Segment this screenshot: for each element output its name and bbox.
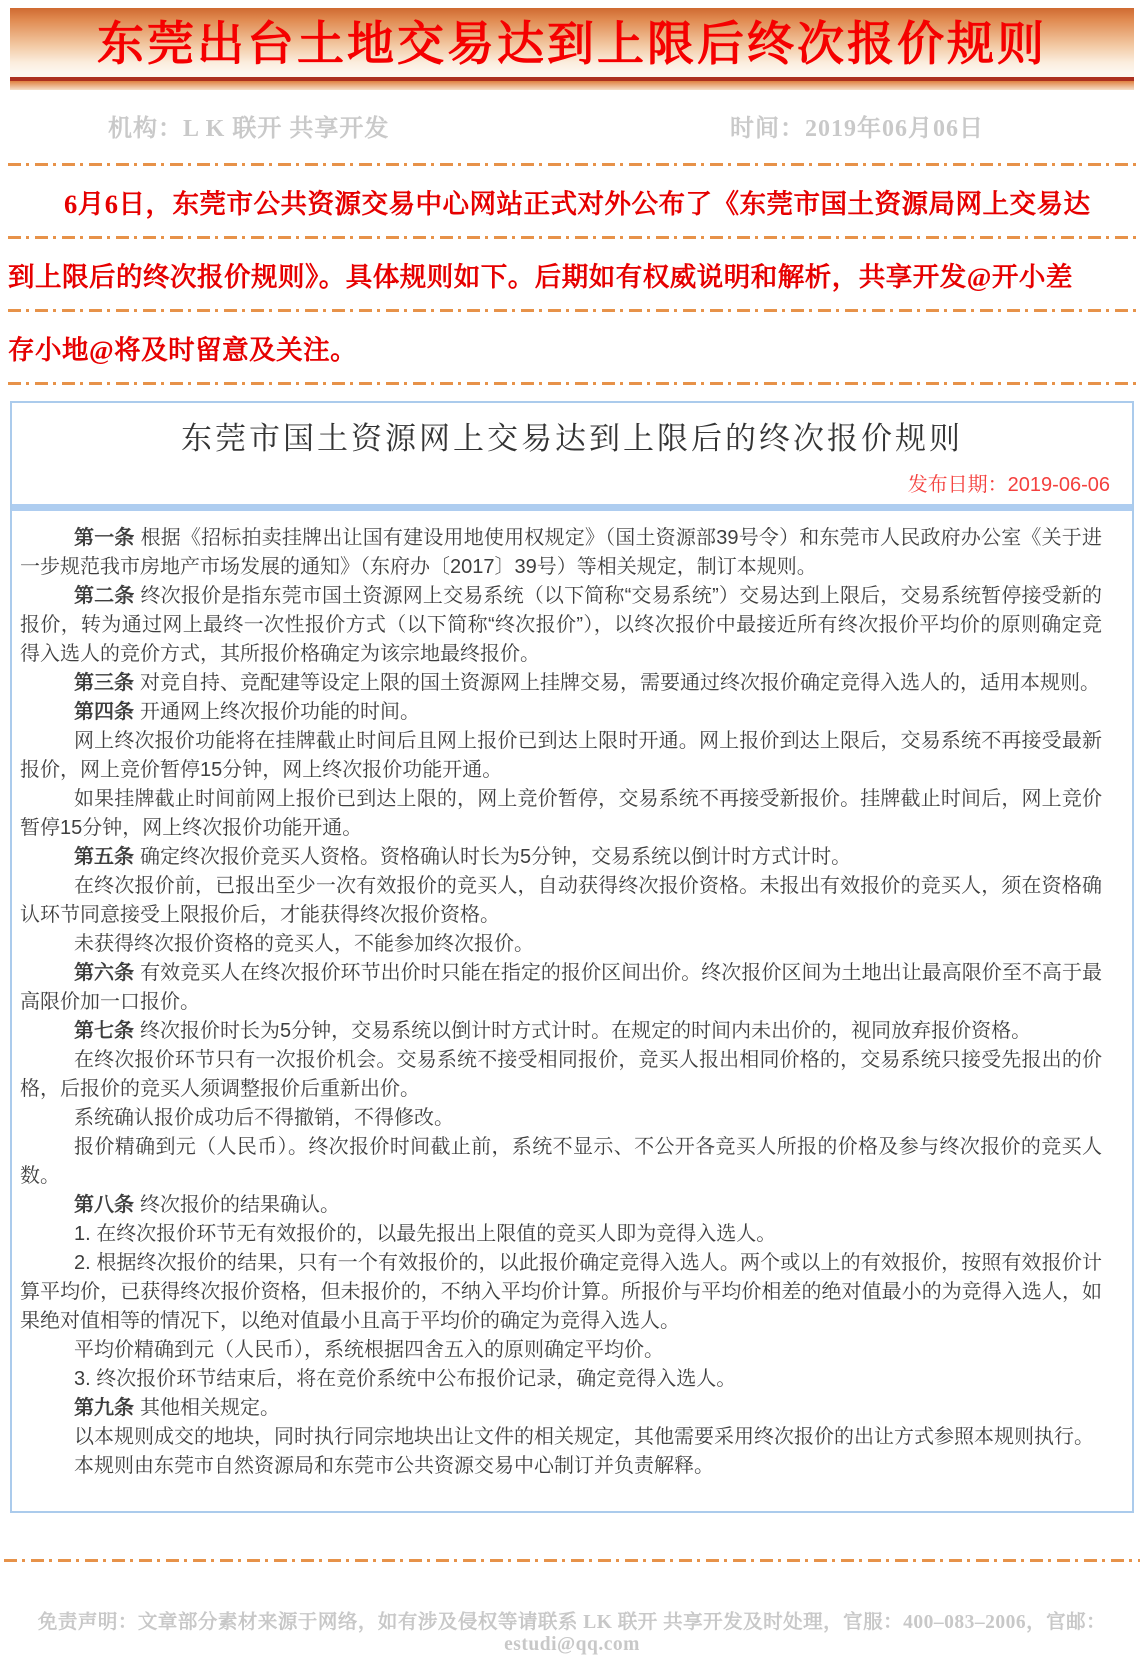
paragraph-text: 根据《招标拍卖挂牌出让国有建设用地使用权规定》（国土资源部39号令）和东莞市人民政府办公室《关于进一步规范我市房地产市场发展的通知》（东府办〔2017〕39号）等相关规定，制订本规则。 (20, 527, 1103, 578)
doc-paragraph (20, 930, 1102, 959)
paragraph-text: 3. 终次报价环节结束后，将在竞价系统中公布报价记录，确定竞得入选人。 (74, 1368, 737, 1390)
paragraph-text: 平均价精确到元（人民币），系统根据四舍五入的原则确定平均价。 (74, 1339, 664, 1361)
publish-date: 发布日期：2019-06-06 (907, 474, 1110, 496)
doc-paragraph (20, 582, 1102, 669)
header-banner (10, 8, 1134, 90)
intro-line-3: 存小地@将及时留意及关注。 (8, 334, 358, 365)
document-body (12, 511, 1132, 1511)
paragraph-text: 确定终次报价竞买人资格。资格确认时长为5分钟，交易系统以倒计时方式计时。 (140, 846, 852, 868)
doc-paragraph (20, 1423, 1102, 1452)
organization-label: 机构：L K 联开 共享开发 (108, 116, 390, 142)
publish-time-label: 时间：2019年06月06日 (730, 116, 984, 142)
paragraph-text: 有效竞买人在终次报价环节出价时只能在指定的报价区间出价。终次报价区间为土地出让最高限价至不高于最高限价加一口报价。 (20, 962, 1103, 1013)
doc-paragraph (20, 1017, 1102, 1046)
paragraph-text: 2. 根据终次报价的结果，只有一个有效报价的，以此报价确定竞得入选人。两个或以上的有效报价，按照有效报价计算平均价，已获得终次报价资格，但未报价的，不纳入平均价计算。所报价与平均价相差的绝对值最小的为竞得入选人，如果绝对值相等的情况下，以绝对值最小且高于平均价的确定为竞得入选人。 (20, 1252, 1102, 1332)
doc-paragraph (20, 959, 1102, 1017)
paragraph-text: 系统确认报价成功后不得撤销，不得修改。 (74, 1107, 454, 1129)
doc-paragraph (20, 1133, 1102, 1191)
disclaimer-text: 免责声明：文章部分素材来源于网络，如有涉及侵权等请联系 LK 联开 共享开发及时处理，官服：400–083–2006，官邮：estudi@qq.com (37, 1612, 1107, 1655)
article-number: 第九条 (74, 1397, 134, 1419)
article-number: 第七条 (74, 1020, 134, 1042)
article-number: 第五条 (74, 846, 134, 868)
paragraph-text: 在终次报价环节只有一次报价机会。交易系统不接受相同报价，竞买人报出相同价格的，交易系统只接受先报出的价格，后报价的竞买人须调整报价后重新出价。 (20, 1049, 1102, 1100)
paragraph-text: 终次报价时长为5分钟，交易系统以倒计时方式计时。在规定的时间内未出价的，视同放弃报价资格。 (140, 1020, 1032, 1042)
meta-row (10, 108, 1134, 143)
title-divider (12, 504, 1132, 511)
doc-paragraph (20, 872, 1102, 930)
doc-paragraph (20, 698, 1102, 727)
paragraph-text: 终次报价的结果确认。 (140, 1194, 340, 1216)
article-number: 第四条 (74, 701, 134, 723)
paragraph-text: 网上终次报价功能将在挂牌截止时间后且网上报价已到达上限时开通。网上报价到达上限后，交易系统不再接受最新报价，网上竞价暂停15分钟，网上终次报价功能开通。 (20, 730, 1102, 781)
paragraph-text: 对竞自持、竞配建等设定上限的国土资源网上挂牌交易，需要通过终次报价确定竞得入选人的，适用本规则。 (140, 672, 1100, 694)
paragraph-text: 以本规则成交的地块，同时执行同宗地块出让文件的相关规定，其他需要采用终次报价的出让方式参照本规则执行。 (74, 1426, 1094, 1448)
page-title: 东莞出台土地交易达到上限后终次报价规则 (97, 18, 1047, 71)
article-number: 第二条 (74, 585, 135, 607)
intro-line-1: 6月6日，东莞市公共资源交易中心网站正式对外公布了《东莞市国土资源局网上交易达 (64, 188, 1091, 219)
intro-line-2: 到上限后的终次报价规则》。具体规则如下。后期如有权威说明和解析，共享开发@开小差 (8, 261, 1073, 292)
article-number: 第一条 (74, 527, 135, 549)
paragraph-text: 1. 在终次报价环节无有效报价的，以最先报出上限值的竞买人即为竞得入选人。 (74, 1223, 777, 1245)
doc-paragraph (20, 1220, 1102, 1249)
paragraph-text: 开通网上终次报价功能的时间。 (140, 701, 420, 723)
doc-paragraph (20, 727, 1102, 785)
article-number: 第八条 (74, 1194, 134, 1216)
article-number: 第六条 (74, 962, 135, 984)
article-number: 第三条 (74, 672, 134, 694)
doc-paragraph (20, 1394, 1102, 1423)
paragraph-text: 如果挂牌截止时间前网上报价已到达上限的，网上竞价暂停，交易系统不再接受新报价。挂牌截止时间后，网上竞价暂停15分钟，网上终次报价功能开通。 (20, 788, 1102, 839)
banner-gradient (10, 8, 1134, 72)
paragraph-text: 在终次报价前，已报出至少一次有效报价的竞买人，自动获得终次报价资格。未报出有效报价的竞买人，须在资格确认环节同意接受上限报价后，才能获得终次报价资格。 (20, 875, 1102, 926)
doc-paragraph (20, 785, 1102, 843)
paragraph-text: 报价精确到元（人民币）。终次报价时间截止前，系统不显示、不公开各竞买人所报的价格及参与终次报价的竞买人数。 (20, 1136, 1102, 1187)
doc-paragraph (20, 1452, 1102, 1481)
doc-paragraph (20, 1104, 1102, 1133)
paragraph-text: 其他相关规定。 (140, 1397, 280, 1419)
doc-paragraph (20, 843, 1102, 872)
doc-paragraph (20, 669, 1102, 698)
document-title: 东莞市国土资源网上交易达到上限后的终次报价规则 (181, 421, 963, 456)
dash-rule (8, 382, 1136, 385)
doc-paragraph (20, 1336, 1102, 1365)
doc-paragraph (20, 1365, 1102, 1394)
paragraph-text: 未获得终次报价资格的竞买人，不能参加终次报价。 (74, 933, 534, 955)
doc-paragraph (20, 1249, 1102, 1336)
doc-paragraph (20, 1046, 1102, 1104)
doc-paragraph (20, 1191, 1102, 1220)
paragraph-text: 终次报价是指东莞市国土资源网上交易系统（以下简称“交易系统”）交易达到上限后，交易系统暂停接受新的报价，转为通过网上最终一次性报价方式（以下简称“终次报价”），以终次报价中最接近所有终次报价平均价的原则确定竞得入选人的竞价方式，其所报价格确定为该宗地最终报价。 (20, 585, 1102, 665)
footer-dash-rule (4, 1559, 1140, 1562)
intro-section (8, 163, 1136, 385)
paragraph-text: 本规则由东莞市自然资源局和东莞市公共资源交易中心制订并负责解释。 (74, 1455, 714, 1477)
document-box (10, 401, 1134, 1513)
doc-paragraph (20, 524, 1102, 582)
banner-stripe-orange (10, 81, 1134, 90)
